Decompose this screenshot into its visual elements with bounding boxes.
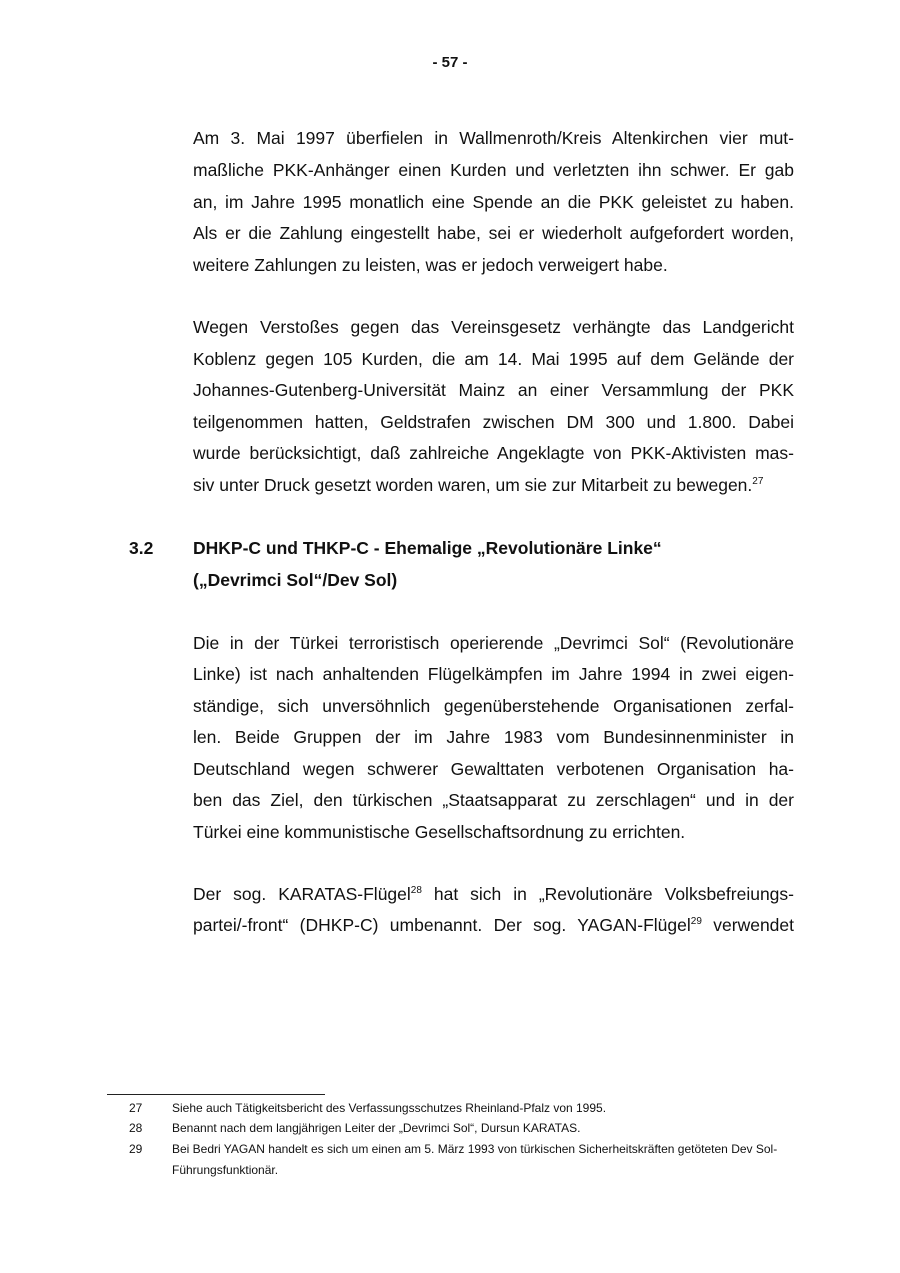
paragraph-line: ben das Ziel, den türkischen „Staatsapparat zu zerschlagen“ und in der bbox=[193, 790, 794, 810]
paragraph-line-text: partei/-front“ (DHKP-C) umbenannt. Der sog. YAGAN-Flügel bbox=[193, 915, 691, 935]
paragraph-line: maßliche PKK-Anhänger einen Kurden und verletzten ihn schwer. Er gab bbox=[193, 160, 794, 180]
paragraph-line-text: hat sich in „Revolutionäre Volksbefreiungs- bbox=[421, 884, 794, 904]
paragraph-line: Am 3. Mai 1997 überfielen in Wallmenroth/Kreis Altenkirchen vier mut- bbox=[193, 128, 794, 148]
paragraph-line: wurde berücksichtigt, daß zahlreiche Angeklagte von PKK-Aktivisten mas- bbox=[193, 443, 794, 463]
paragraph-line bbox=[193, 915, 794, 935]
paragraph-line: Johannes-Gutenberg-Universität Mainz an einer Versammlung der PKK bbox=[193, 380, 794, 400]
paragraph-line-text: Der sog. KARATAS-Flügel bbox=[193, 884, 411, 904]
paragraph-line: an, im Jahre 1995 monatlich eine Spende an die PKK geleistet zu haben. bbox=[193, 192, 794, 212]
paragraph-line: Wegen Verstoßes gegen das Vereinsgesetz verhängte das Landgericht bbox=[193, 317, 794, 337]
section-title-continued: („Devrimci Sol“/Dev Sol) bbox=[193, 570, 398, 590]
paragraph-line: Als er die Zahlung eingestellt habe, sei er wiederholt aufgefordert worden, bbox=[193, 223, 794, 243]
paragraph-line: len. Beide Gruppen der im Jahre 1983 vom Bundesinnenminister in bbox=[193, 727, 794, 747]
paragraph-line bbox=[193, 475, 794, 495]
paragraph-line: Linke) ist nach anhaltenden Flügelkämpfen im Jahre 1994 in zwei eigen- bbox=[193, 664, 794, 684]
paragraph-line: teilgenommen hatten, Geldstrafen zwischen DM 300 und 1.800. Dabei bbox=[193, 412, 794, 432]
paragraph-line-text: siv unter Druck gesetzt worden waren, um sie zur Mitarbeit zu bewegen. bbox=[193, 475, 753, 495]
paragraph-line: Koblenz gegen 105 Kurden, die am 14. Mai 1995 auf dem Gelände der bbox=[193, 349, 794, 369]
footnote-ref-28[interactable]: 28 bbox=[410, 885, 422, 896]
paragraph-line bbox=[193, 884, 794, 904]
section-title: DHKP-C und THKP-C - Ehemalige „Revolutionäre Linke“ bbox=[193, 538, 662, 558]
paragraph-line: Deutschland wegen schwerer Gewalttaten verbotenen Organisation ha- bbox=[193, 759, 794, 779]
footnote-ref-27[interactable]: 27 bbox=[752, 476, 764, 487]
paragraph-line: ständige, sich unversöhnlich gegenüberstehende Organisationen zerfal- bbox=[193, 696, 794, 716]
footnote-number: 28 bbox=[129, 1121, 143, 1135]
paragraph-line-text: verwendet bbox=[701, 915, 795, 935]
footnote-number: 27 bbox=[129, 1101, 143, 1115]
footnote-text: Bei Bedri YAGAN handelt es sich um einen am 5. März 1993 von türkischen Sicherheitskräften getöteten Dev Sol- bbox=[172, 1142, 778, 1156]
footnote-number: 29 bbox=[129, 1142, 143, 1156]
footnote-text: Siehe auch Tätigkeitsbericht des Verfassungsschutzes Rheinland-Pfalz von 1995. bbox=[172, 1101, 607, 1115]
paragraph-line: Türkei eine kommunistische Gesellschaftsordnung zu errichten. bbox=[193, 822, 686, 842]
paragraph-line: Die in der Türkei terroristisch operierende „Devrimci Sol“ (Revolutionäre bbox=[193, 633, 794, 653]
paragraph-line: weitere Zahlungen zu leisten, was er jedoch verweigert habe. bbox=[193, 255, 668, 275]
footnote-text: Benannt nach dem langjährigen Leiter der „Devrimci Sol“, Dursun KARATAS. bbox=[172, 1121, 581, 1135]
page-number: - 57 - bbox=[432, 54, 468, 71]
footnote-text-continued: Führungsfunktionär. bbox=[172, 1163, 279, 1177]
footnote-ref-29[interactable]: 29 bbox=[690, 916, 702, 927]
section-number: 3.2 bbox=[129, 538, 154, 558]
footnote-divider bbox=[107, 1094, 325, 1095]
